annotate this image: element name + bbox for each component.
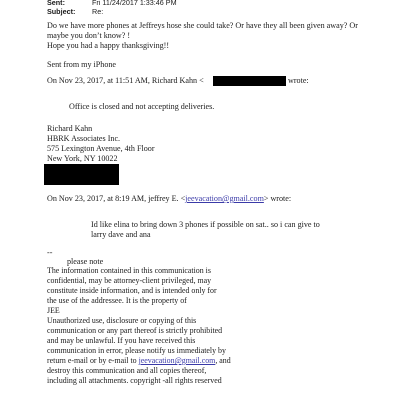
disclaimer-line-6: Unauthorized use, disclosure or copying of this: [47, 316, 197, 325]
disclaimer-line-10-prefix: return e-mail or by e-mail to: [47, 356, 139, 365]
body-line-2: maybe you don’t know? !: [47, 31, 131, 40]
quote2-header-email-link[interactable]: jeevacation@gmail.com: [185, 194, 264, 203]
quote1-header-suffix: wrote:: [288, 76, 309, 85]
quote2-header: [47, 194, 291, 204]
disclaimer-line-1: The information contained in this communication is: [47, 266, 211, 275]
disclaimer-line-12: including all attachments. copyright -all rights reserved: [47, 376, 222, 385]
signature-separator: --: [47, 248, 53, 257]
redaction-box-signature: [44, 164, 119, 185]
quote2-header-suffix: > wrote:: [263, 194, 292, 203]
signature-address: 575 Lexington Avenue, 4th Floor: [47, 144, 155, 153]
disclaimer-line-10: [47, 356, 231, 366]
disclaimer-line-2: confidential, may be attorney-client privileged, may: [47, 276, 212, 285]
disclaimer-line-4: the use of the addressee. It is the property of: [47, 296, 187, 305]
sent-label: Sent:: [47, 0, 65, 7]
quote1-header: [47, 76, 204, 86]
quote1-header-prefix: On Nov 23, 2017, at 11:51 AM, Richard Kahn <: [47, 76, 204, 85]
quote2-header-prefix: On Nov 23, 2017, at 8:19 AM, jeffrey E. <: [47, 194, 186, 203]
signature-city: New York, NY 10022: [47, 154, 118, 163]
disclaimer-line-3: constitute inside information, and is intended only for: [47, 286, 217, 295]
sent-from-line: Sent from my iPhone: [47, 60, 117, 69]
disclaimer-line-8: and may be unlawful. If you have received this: [47, 336, 196, 345]
signature-name: Richard Kahn: [47, 124, 93, 133]
quote2-body-line-2: larry dave and ana: [91, 230, 151, 239]
disclaimer-line-7: communication or any part thereof is strictly prohibited: [47, 326, 223, 335]
subject-value: Re:: [92, 7, 104, 16]
quote2-body-line-1: Id like elina to bring down 3 phones if possible on sat.. so i can give to: [91, 220, 320, 229]
quote1-body: Office is closed and not accepting deliveries.: [69, 102, 215, 111]
body-line-3: Hope you had a happy thanksgiving!!: [47, 41, 170, 50]
sent-value: Fri 11/24/2017 1:33:46 PM: [92, 0, 177, 7]
please-note: please note: [67, 257, 104, 266]
subject-label: Subject:: [47, 7, 76, 16]
body-line-1: Do we have more phones at Jeffreys hose she could take? Or have they all been given away? Or: [47, 21, 358, 30]
disclaimer-line-5: JEE: [47, 306, 60, 315]
disclaimer-email-link[interactable]: jeevacation@gmail.com: [138, 356, 216, 365]
redaction-box-email: [213, 76, 286, 86]
disclaimer-line-11: destroy this communication and all copies thereof,: [47, 366, 207, 375]
disclaimer-line-10-suffix: , and: [215, 356, 231, 365]
disclaimer-line-9: communication in error, please notify us immediately by: [47, 346, 226, 355]
signature-company: HBRK Associates Inc.: [47, 134, 121, 143]
